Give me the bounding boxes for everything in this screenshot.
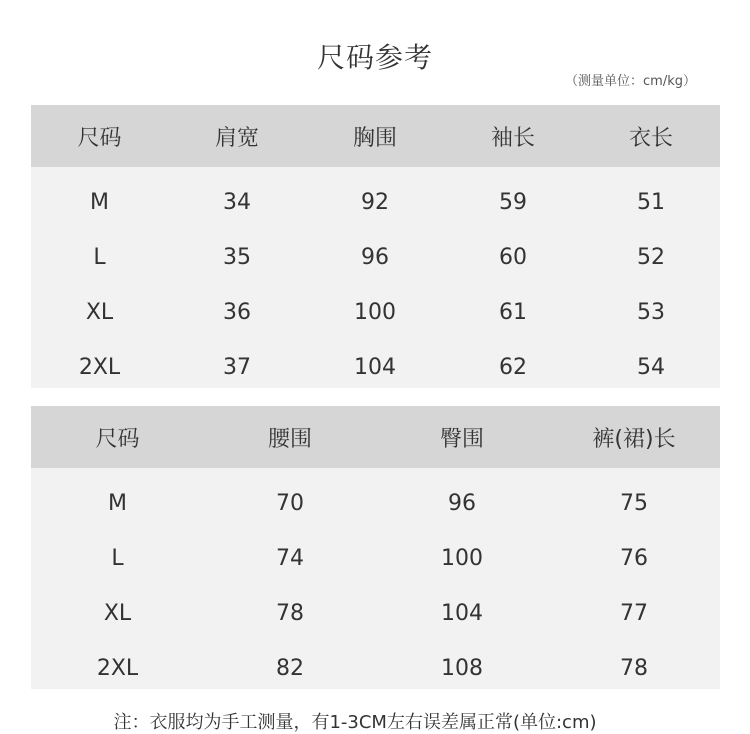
measurement-unit-note: （测量单位：cm/kg）: [565, 74, 696, 89]
table-row: [31, 476, 720, 531]
table-cell: 51: [637, 190, 665, 215]
table-cell: 62: [499, 355, 527, 380]
table-cell: 36: [223, 300, 251, 325]
header-cell-hip: 臀围: [439, 426, 484, 452]
table-cell: 77: [620, 601, 648, 626]
table-cell: 70: [276, 491, 304, 516]
table-cell: 104: [354, 355, 396, 380]
table-cell: XL: [103, 601, 132, 626]
footer-note: 注：衣服均为手工测量，有1-3CM左右误差属正常(单位:cm): [113, 712, 597, 733]
table-cell: M: [90, 190, 109, 215]
table-cell: 96: [361, 245, 389, 270]
table-cell: 104: [441, 601, 483, 626]
table-cell: 82: [276, 656, 304, 681]
table-cell: 60: [499, 245, 527, 270]
table-cell: 100: [441, 546, 483, 571]
table-row: [31, 531, 720, 586]
page-title: 尺码参考: [316, 41, 433, 74]
table-cell: 52: [637, 245, 665, 270]
table-cell: XL: [85, 300, 114, 325]
table-row: [31, 175, 720, 230]
bottom-table-header: [31, 406, 720, 468]
header-cell-sleeve: 袖长: [490, 125, 535, 151]
table-cell: 53: [637, 300, 665, 325]
table-cell: 92: [361, 190, 389, 215]
table-cell: 78: [620, 656, 648, 681]
header-cell-chest: 胸围: [352, 125, 397, 151]
table-cell: 74: [276, 546, 304, 571]
header-cell-size: 尺码: [95, 426, 140, 452]
table-cell: M: [108, 491, 127, 516]
table-cell: 37: [223, 355, 251, 380]
table-cell: 108: [441, 656, 483, 681]
table-cell: 75: [620, 491, 648, 516]
table-cell: 76: [620, 546, 648, 571]
header-cell-length: 衣长: [628, 125, 673, 151]
table-cell: 2XL: [96, 656, 139, 681]
header-cell-shoulder: 肩宽: [214, 125, 259, 151]
top-table-header: [31, 105, 720, 167]
table-cell: 35: [223, 245, 251, 270]
table-cell: 54: [637, 355, 665, 380]
table-cell: 96: [448, 491, 476, 516]
table-cell: 100: [354, 300, 396, 325]
table-cell: 2XL: [78, 355, 121, 380]
bottom-size-table: [31, 406, 720, 689]
table-cell: 34: [223, 190, 251, 215]
table-cell: L: [93, 245, 106, 270]
table-row: [31, 586, 720, 641]
table-cell: 78: [276, 601, 304, 626]
header-cell-size: 尺码: [77, 125, 122, 151]
table-row: [31, 230, 720, 285]
table-cell: L: [111, 546, 124, 571]
table-row: [31, 285, 720, 340]
header-cell-pants-length: 裤(裙)长: [592, 426, 676, 452]
header-cell-waist: 腰围: [267, 426, 312, 452]
table-cell: 61: [499, 300, 527, 325]
top-size-table: [31, 105, 720, 388]
table-row: [31, 340, 720, 395]
table-cell: 59: [499, 190, 527, 215]
table-row: [31, 641, 720, 696]
